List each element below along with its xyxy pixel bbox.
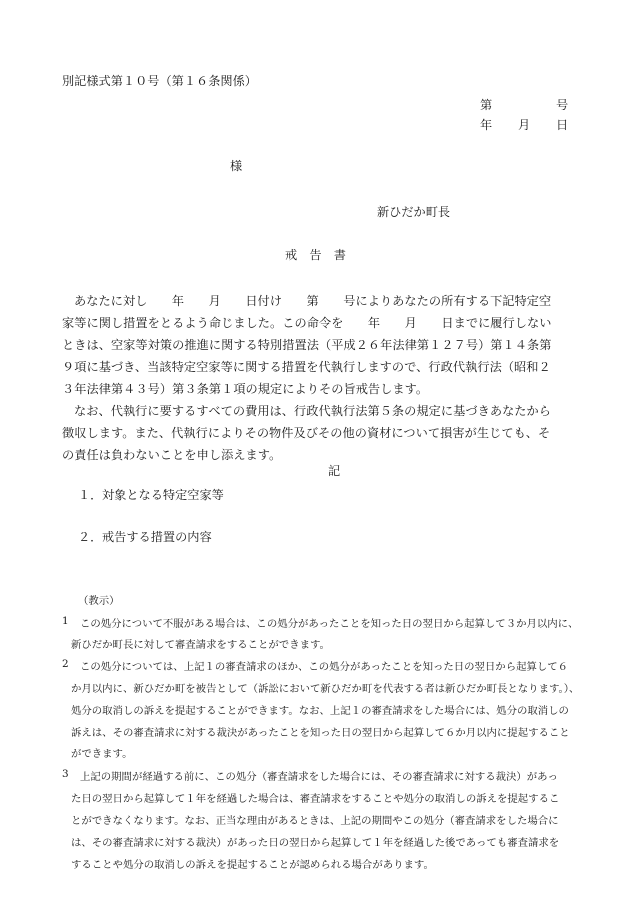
body-line: ９項に基づき、当該特定空家等に関する措置を代執行しますので、行政代執行法（昭和２	[62, 360, 551, 374]
ki-heading: 記	[328, 464, 341, 478]
note-line: は、その審査請求に対する裁決）があった日の翌日から起算して１年を経過した後であっても審査請求を	[71, 837, 560, 849]
body-line: の責任は負わないことを申し添えます。	[62, 448, 282, 462]
note-number: 2	[62, 658, 69, 670]
issuer: 新ひだか町長	[377, 205, 451, 219]
document-title: 戒 告 書	[285, 248, 346, 262]
note-number: 1	[62, 615, 69, 627]
note-number: 3	[62, 768, 69, 780]
body-line: 徴収します。また、代執行によりその物件及びその他の資材について損害が生じても、そ	[62, 426, 551, 440]
body-line: ３年法律第４３号）第３条第１項の規定によりその旨戒告します。	[62, 382, 429, 396]
item-number: １．	[78, 488, 103, 502]
body-line: なお、代執行に要するすべての費用は、行政代執行法第５条の規定に基づきあなたから	[74, 404, 552, 418]
date-month: 月	[518, 118, 531, 132]
date-day: 日	[556, 118, 569, 132]
item-text: 対象となる特定空家等	[102, 488, 224, 502]
note-line: とができなくなります。なお、正当な理由があるときは、上記の期間やこの処分（審査請求をした場合に	[71, 815, 559, 827]
note-line: 新ひだか町長に対して審査請求をすることができます。	[71, 639, 330, 651]
note-line: 上記の期間が経過する前に、この処分（審査請求をした場合には、その審査請求に対する裁決）があっ	[80, 771, 558, 783]
item-number: ２．	[78, 530, 103, 544]
notes-header: （教示）	[78, 595, 120, 607]
note-line: た日の翌日から起算して１年を経過した場合は、審査請求をすることや処分の取消しの訴えを提起するこ	[71, 793, 560, 805]
body-line: ときは、空家等対策の推進に関する特別措置法（平成２６年法律第１２７号）第１４条第	[62, 338, 552, 352]
note-line: することや処分の取消しの訴えを提起することが認められる場合があります。	[71, 859, 434, 871]
recipient-suffix: 様	[230, 159, 243, 173]
date-year: 年	[480, 118, 493, 132]
form-label: 別記様式第１０号（第１６条関係）	[62, 74, 257, 88]
ref-number-prefix: 第	[480, 98, 493, 112]
note-line: 処分の取消しの訴えを提起することができます。なお、上記１の審査請求をした場合には、処分の取消しの	[71, 705, 569, 717]
body-line: あなたに対し 年 月 日付け 第 号によりあなたの所有する下記特定空	[74, 294, 552, 308]
note-line: 訴えは、その審査請求に対する裁決があったことを知った日の翌日から起算して６か月以内に提起すること	[71, 727, 570, 739]
item-text: 戒告する措置の内容	[102, 530, 212, 544]
ref-number-suffix: 号	[556, 98, 569, 112]
note-line: ができます。	[71, 748, 133, 760]
body-line: 家等に関し措置をとるよう命じました。この命令を 年 月 日までに履行しない	[62, 316, 552, 330]
note-line: この処分については、上記１の審査請求のほか、この処分があったことを知った日の翌日から起算して６	[80, 661, 569, 673]
note-line: この処分について不服がある場合は、この処分があったことを知った日の翌日から起算して３か月以内に、	[80, 618, 579, 630]
note-line: か月以内に、新ひだか町を被告として（訴訟において新ひだか町を代表する者は新ひだか町長となります。）、	[71, 683, 580, 695]
